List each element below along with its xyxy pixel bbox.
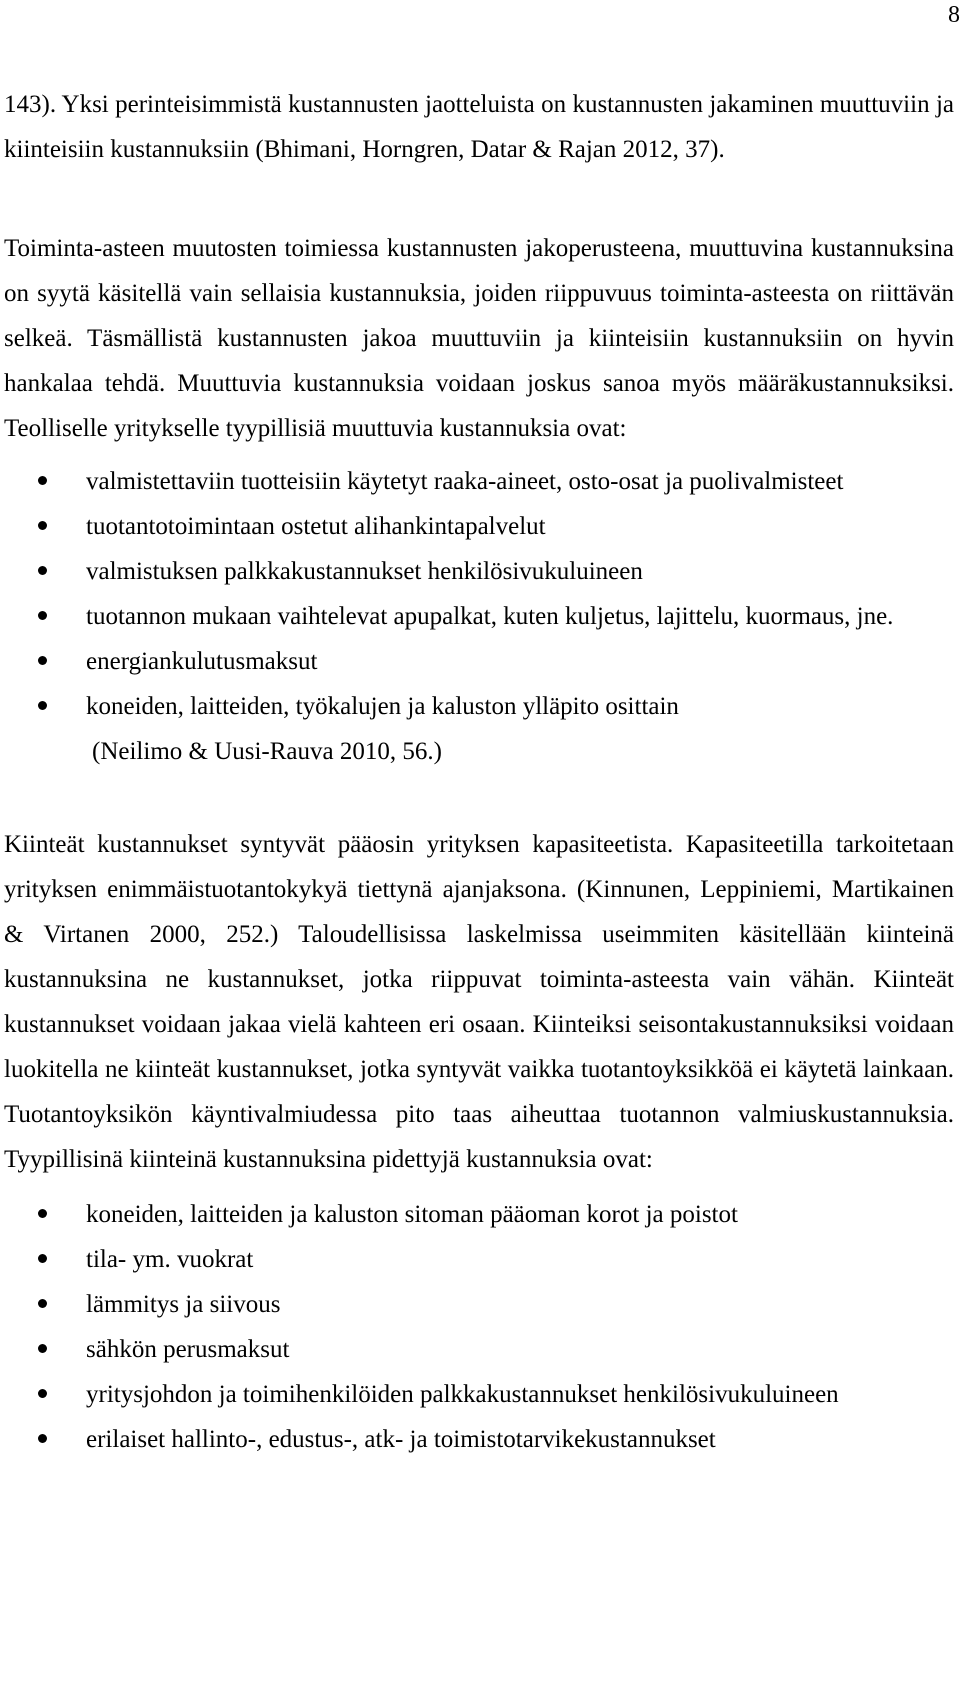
list-item-text: koneiden, laitteiden ja kaluston sitoman pääoman korot ja poistot	[86, 1201, 738, 1228]
list-item-text: sähkön perusmaksut	[86, 1336, 290, 1363]
bullet-icon	[38, 656, 47, 665]
page-number: 8	[948, 2, 960, 28]
bullet-icon	[38, 611, 47, 620]
list-item	[4, 459, 954, 504]
list-item	[4, 549, 954, 594]
list-item-text: lämmitys ja siivous	[86, 1291, 281, 1318]
bullet-icon	[38, 566, 47, 575]
list-item	[4, 1192, 954, 1237]
bullet-icon	[38, 521, 47, 530]
reference-citation: (Neilimo & Uusi-Rauva 2010, 56.)	[92, 738, 442, 765]
list-item	[4, 1237, 954, 1282]
list-item-text: yritysjohdon ja toimihenkilöiden palkkakustannukset henkilösivukuluineen	[86, 1381, 839, 1408]
list-item	[4, 1282, 954, 1327]
list-item	[4, 1327, 954, 1372]
list-item-text: valmistettaviin tuotteisiin käytetyt raaka-aineet, osto-osat ja puolivalmisteet	[86, 468, 844, 495]
list-item	[4, 1372, 954, 1417]
bullet-icon	[38, 1389, 47, 1398]
list-item-text: tuotantotoimintaan ostetut alihankintapalvelut	[86, 513, 546, 540]
list-item	[4, 594, 954, 639]
list-item-text: erilaiset hallinto-, edustus-, atk- ja toimistotarvikekustannukset	[86, 1426, 716, 1453]
list-item	[4, 504, 954, 549]
list-item-text: tila- ym. vuokrat	[86, 1246, 254, 1273]
bullet-icon	[38, 476, 47, 485]
list-item-text: energiankulutusmaksut	[86, 648, 318, 675]
fixed-costs-list	[4, 1192, 954, 1462]
list-item	[4, 639, 954, 684]
paragraph-fixed-costs: Kiinteät kustannukset syntyvät pääosin yrityksen kapasiteetista. Kapasiteetilla tarkoitetaan yrityksen enimmäistuotantokykyä tiettynä ajanjaksona. (Kinnunen, Leppiniemi, Martikainen & Virtanen 2000, 252.) Taloudellisissa laskelmissa useimmiten käsitellään kiinteinä kustannuksina ne kustannukset, jotka riippuvat toiminta-asteesta vain vähän. Kiinteät kustannukset voidaan jakaa vielä kahteen eri osaan. Kiinteiksi seisontakustannuksiksi voidaan luokitella ne kiinteät kustannukset, jotka syntyvät vaikka tuotantoyksikköä ei käytetä lainkaan. Tuotantoyksikön käyntivalmiudessa pito taas aiheuttaa tuotannon valmiuskustannuksia. Tyypillisinä kiinteinä kustannuksina pidettyjä kustannuksia ovat:	[4, 831, 954, 1173]
bullet-icon	[38, 701, 47, 710]
list-item-text: valmistuksen palkkakustannukset henkilösivukuluineen	[86, 558, 643, 585]
bullet-icon	[38, 1434, 47, 1443]
bullet-icon	[38, 1209, 47, 1218]
list-item	[4, 684, 954, 729]
bullet-icon	[38, 1299, 47, 1308]
paragraph-intro: 143). Yksi perinteisimmistä kustannusten jaotteluista on kustannusten jakaminen muuttuviin ja kiinteisiin kustannuksiin (Bhimani, Horngren, Datar & Rajan 2012, 37).	[4, 91, 954, 163]
bullet-icon	[38, 1344, 47, 1353]
paragraph-variable-costs: Toiminta-asteen muutosten toimiessa kustannusten jakoperusteena, muuttuvina kustannuksina on syytä käsitellä vain sellaisia kustannuksia, joiden riippuvuus toiminta-asteesta on riittävän selkeä. Täsmällistä kustannusten jakoa muuttuviin ja kiinteisiin kustannuksiin on hyvin hankalaa tehdä. Muuttuvia kustannuksia voidaan joskus sanoa myös määräkustannuksiksi. Teolliselle yritykselle tyypillisiä muuttuvia kustannuksia ovat:	[4, 235, 954, 442]
bullet-icon	[38, 1254, 47, 1263]
list-item-text: tuotannon mukaan vaihtelevat apupalkat, kuten kuljetus, lajittelu, kuormaus, jne.	[86, 603, 894, 630]
document-body	[4, 82, 954, 1462]
variable-costs-list	[4, 459, 954, 729]
list-item-text: koneiden, laitteiden, työkalujen ja kaluston ylläpito osittain	[86, 693, 679, 720]
list-item	[4, 1417, 954, 1462]
